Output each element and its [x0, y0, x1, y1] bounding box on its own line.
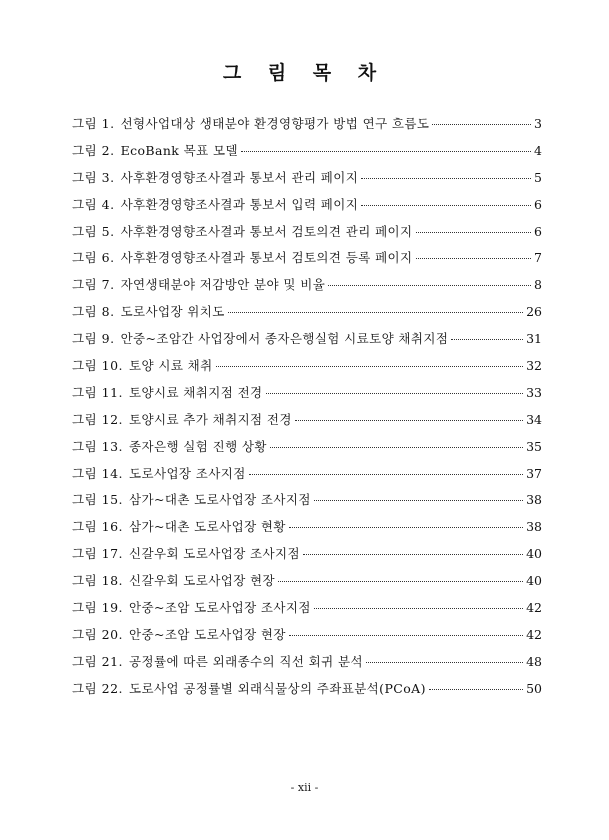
- figure-title: 사후환경영향조사결과 통보서 관리 페이지: [120, 169, 359, 185]
- figure-title: 삼가~대촌 도로사업장 조사지점: [129, 492, 311, 508]
- page-number: 50: [526, 680, 542, 696]
- toc-entry[interactable]: [72, 275, 542, 302]
- figure-label: 그림 21.: [72, 653, 124, 669]
- page-number: 5: [534, 169, 542, 185]
- figure-title: 토양 시료 채취: [129, 358, 213, 374]
- toc-entry[interactable]: [72, 544, 542, 571]
- figure-title: 사후환경영향조사결과 통보서 검토의견 등록 페이지: [120, 250, 413, 266]
- toc-entry[interactable]: [72, 490, 542, 517]
- figure-label: 그림 18.: [72, 573, 124, 589]
- figure-title: 신갈우회 도로사업장 현장: [129, 573, 275, 589]
- toc-entry[interactable]: [72, 329, 542, 356]
- table-of-figures: [72, 114, 542, 706]
- toc-entry[interactable]: [72, 571, 542, 598]
- dot-leader: [270, 447, 523, 448]
- toc-entry[interactable]: [72, 517, 542, 544]
- page-number: 26: [526, 304, 542, 320]
- page-number: 37: [526, 465, 542, 481]
- toc-entry[interactable]: [72, 598, 542, 625]
- dot-leader: [432, 124, 531, 125]
- toc-entry[interactable]: [72, 248, 542, 275]
- figure-label: 그림 22.: [72, 680, 124, 696]
- page-number: 38: [526, 492, 542, 508]
- toc-entry[interactable]: [72, 356, 542, 383]
- page-title: 그 림 목 차: [222, 62, 387, 84]
- dot-leader: [249, 474, 523, 475]
- figure-title: 사후환경영향조사결과 통보서 검토의견 관리 페이지: [120, 223, 413, 239]
- figure-label: 그림 8.: [72, 304, 115, 320]
- figure-label: 그림 12.: [72, 411, 124, 427]
- toc-entry[interactable]: [72, 652, 542, 679]
- figure-title: 도로사업장 위치도: [120, 304, 225, 320]
- figure-label: 그림 13.: [72, 438, 124, 454]
- toc-entry[interactable]: [72, 679, 542, 706]
- page-number: 40: [526, 546, 542, 562]
- figure-title: 안중~조암 도로사업장 조사지점: [129, 600, 311, 616]
- page-number: 6: [534, 196, 542, 212]
- figure-label: 그림 17.: [72, 546, 124, 562]
- figure-title: 종자은행 실험 진행 상황: [129, 438, 267, 454]
- figure-label: 그림 14.: [72, 465, 124, 481]
- figure-label: 그림 11.: [72, 384, 124, 400]
- figure-label: 그림 1.: [72, 116, 115, 131]
- dot-leader: [295, 420, 523, 421]
- dot-leader: [216, 366, 523, 367]
- dot-leader: [361, 205, 531, 206]
- dot-leader: [416, 232, 532, 233]
- figure-label: 그림 19.: [72, 600, 124, 616]
- figure-title: 토양시료 추가 채취지점 전경: [129, 411, 292, 427]
- figure-title: 자연생태분야 저감방안 분야 및 비율: [120, 277, 326, 293]
- toc-entry[interactable]: [72, 383, 542, 410]
- page-number: 8: [534, 277, 542, 293]
- page-number: 35: [526, 438, 542, 454]
- dot-leader: [314, 608, 523, 609]
- dot-leader: [303, 554, 523, 555]
- toc-entry[interactable]: [72, 195, 542, 222]
- figure-title: 공정률에 따른 외래종수의 직선 회귀 분석: [129, 653, 363, 669]
- figure-title: 안중~조암간 사업장에서 종자은행실험 시료토양 채취지점: [120, 331, 449, 347]
- dot-leader: [289, 527, 523, 528]
- toc-entry[interactable]: [72, 141, 542, 168]
- page-number: 42: [526, 600, 542, 616]
- figure-label: 그림 3.: [72, 169, 115, 185]
- page-number: 6: [534, 223, 542, 239]
- page-number: 42: [526, 626, 542, 642]
- dot-leader: [451, 339, 523, 340]
- figure-title: 도로사업장 조사지점: [129, 465, 246, 481]
- figure-label: 그림 4.: [72, 196, 115, 212]
- figure-label: 그림 5.: [72, 223, 115, 239]
- figure-label: 그림 16.: [72, 519, 124, 535]
- dot-leader: [266, 393, 524, 394]
- toc-entry[interactable]: [72, 168, 542, 195]
- dot-leader: [289, 635, 523, 636]
- figure-title: 신갈우회 도로사업장 조사지점: [129, 546, 300, 562]
- figure-title: 삼가~대촌 도로사업장 현황: [129, 519, 286, 535]
- dot-leader: [228, 312, 523, 313]
- figure-label: 그림 20.: [72, 626, 124, 642]
- page-number: 3: [534, 116, 542, 131]
- dot-leader: [241, 151, 531, 152]
- dot-leader: [366, 662, 523, 663]
- figure-label: 그림 10.: [72, 358, 124, 374]
- page-number: 48: [526, 653, 542, 669]
- toc-entry[interactable]: [72, 114, 542, 141]
- toc-entry[interactable]: [72, 625, 542, 652]
- figure-title: 안중~조암 도로사업장 현장: [129, 626, 286, 642]
- figure-title: 선형사업대상 생태분야 환경영향평가 방법 연구 흐름도: [120, 116, 430, 131]
- figure-title: 도로사업 공정률별 외래식물상의 주좌표분석(PCoA): [129, 680, 426, 696]
- page-number: 4: [534, 142, 542, 158]
- toc-entry[interactable]: [72, 222, 542, 249]
- figure-label: 그림 6.: [72, 250, 115, 266]
- page-number: 33: [526, 384, 542, 400]
- dot-leader: [328, 285, 531, 286]
- page-number: 32: [526, 358, 542, 374]
- figure-label: 그림 2.: [72, 142, 115, 158]
- dot-leader: [361, 178, 531, 179]
- page-number: 34: [526, 411, 542, 427]
- toc-entry[interactable]: [72, 464, 542, 491]
- dot-leader: [429, 689, 523, 690]
- figure-title: EcoBank 목표 모델: [120, 142, 238, 158]
- dot-leader: [314, 500, 523, 501]
- dot-leader: [416, 258, 532, 259]
- figure-label: 그림 7.: [72, 277, 115, 293]
- figure-label: 그림 15.: [72, 492, 124, 508]
- toc-entry[interactable]: [72, 302, 542, 329]
- toc-entry[interactable]: [72, 410, 542, 437]
- figure-title: 사후환경영향조사결과 통보서 입력 페이지: [120, 196, 359, 212]
- page-number: 38: [526, 519, 542, 535]
- page-number: 7: [534, 250, 542, 266]
- dot-leader: [278, 581, 523, 582]
- figure-title: 토양시료 채취지점 전경: [129, 384, 263, 400]
- toc-entry[interactable]: [72, 437, 542, 464]
- page-number: 31: [526, 331, 542, 347]
- page-number: 40: [526, 573, 542, 589]
- figure-label: 그림 9.: [72, 331, 115, 347]
- page-footer-number: - xii -: [290, 781, 319, 794]
